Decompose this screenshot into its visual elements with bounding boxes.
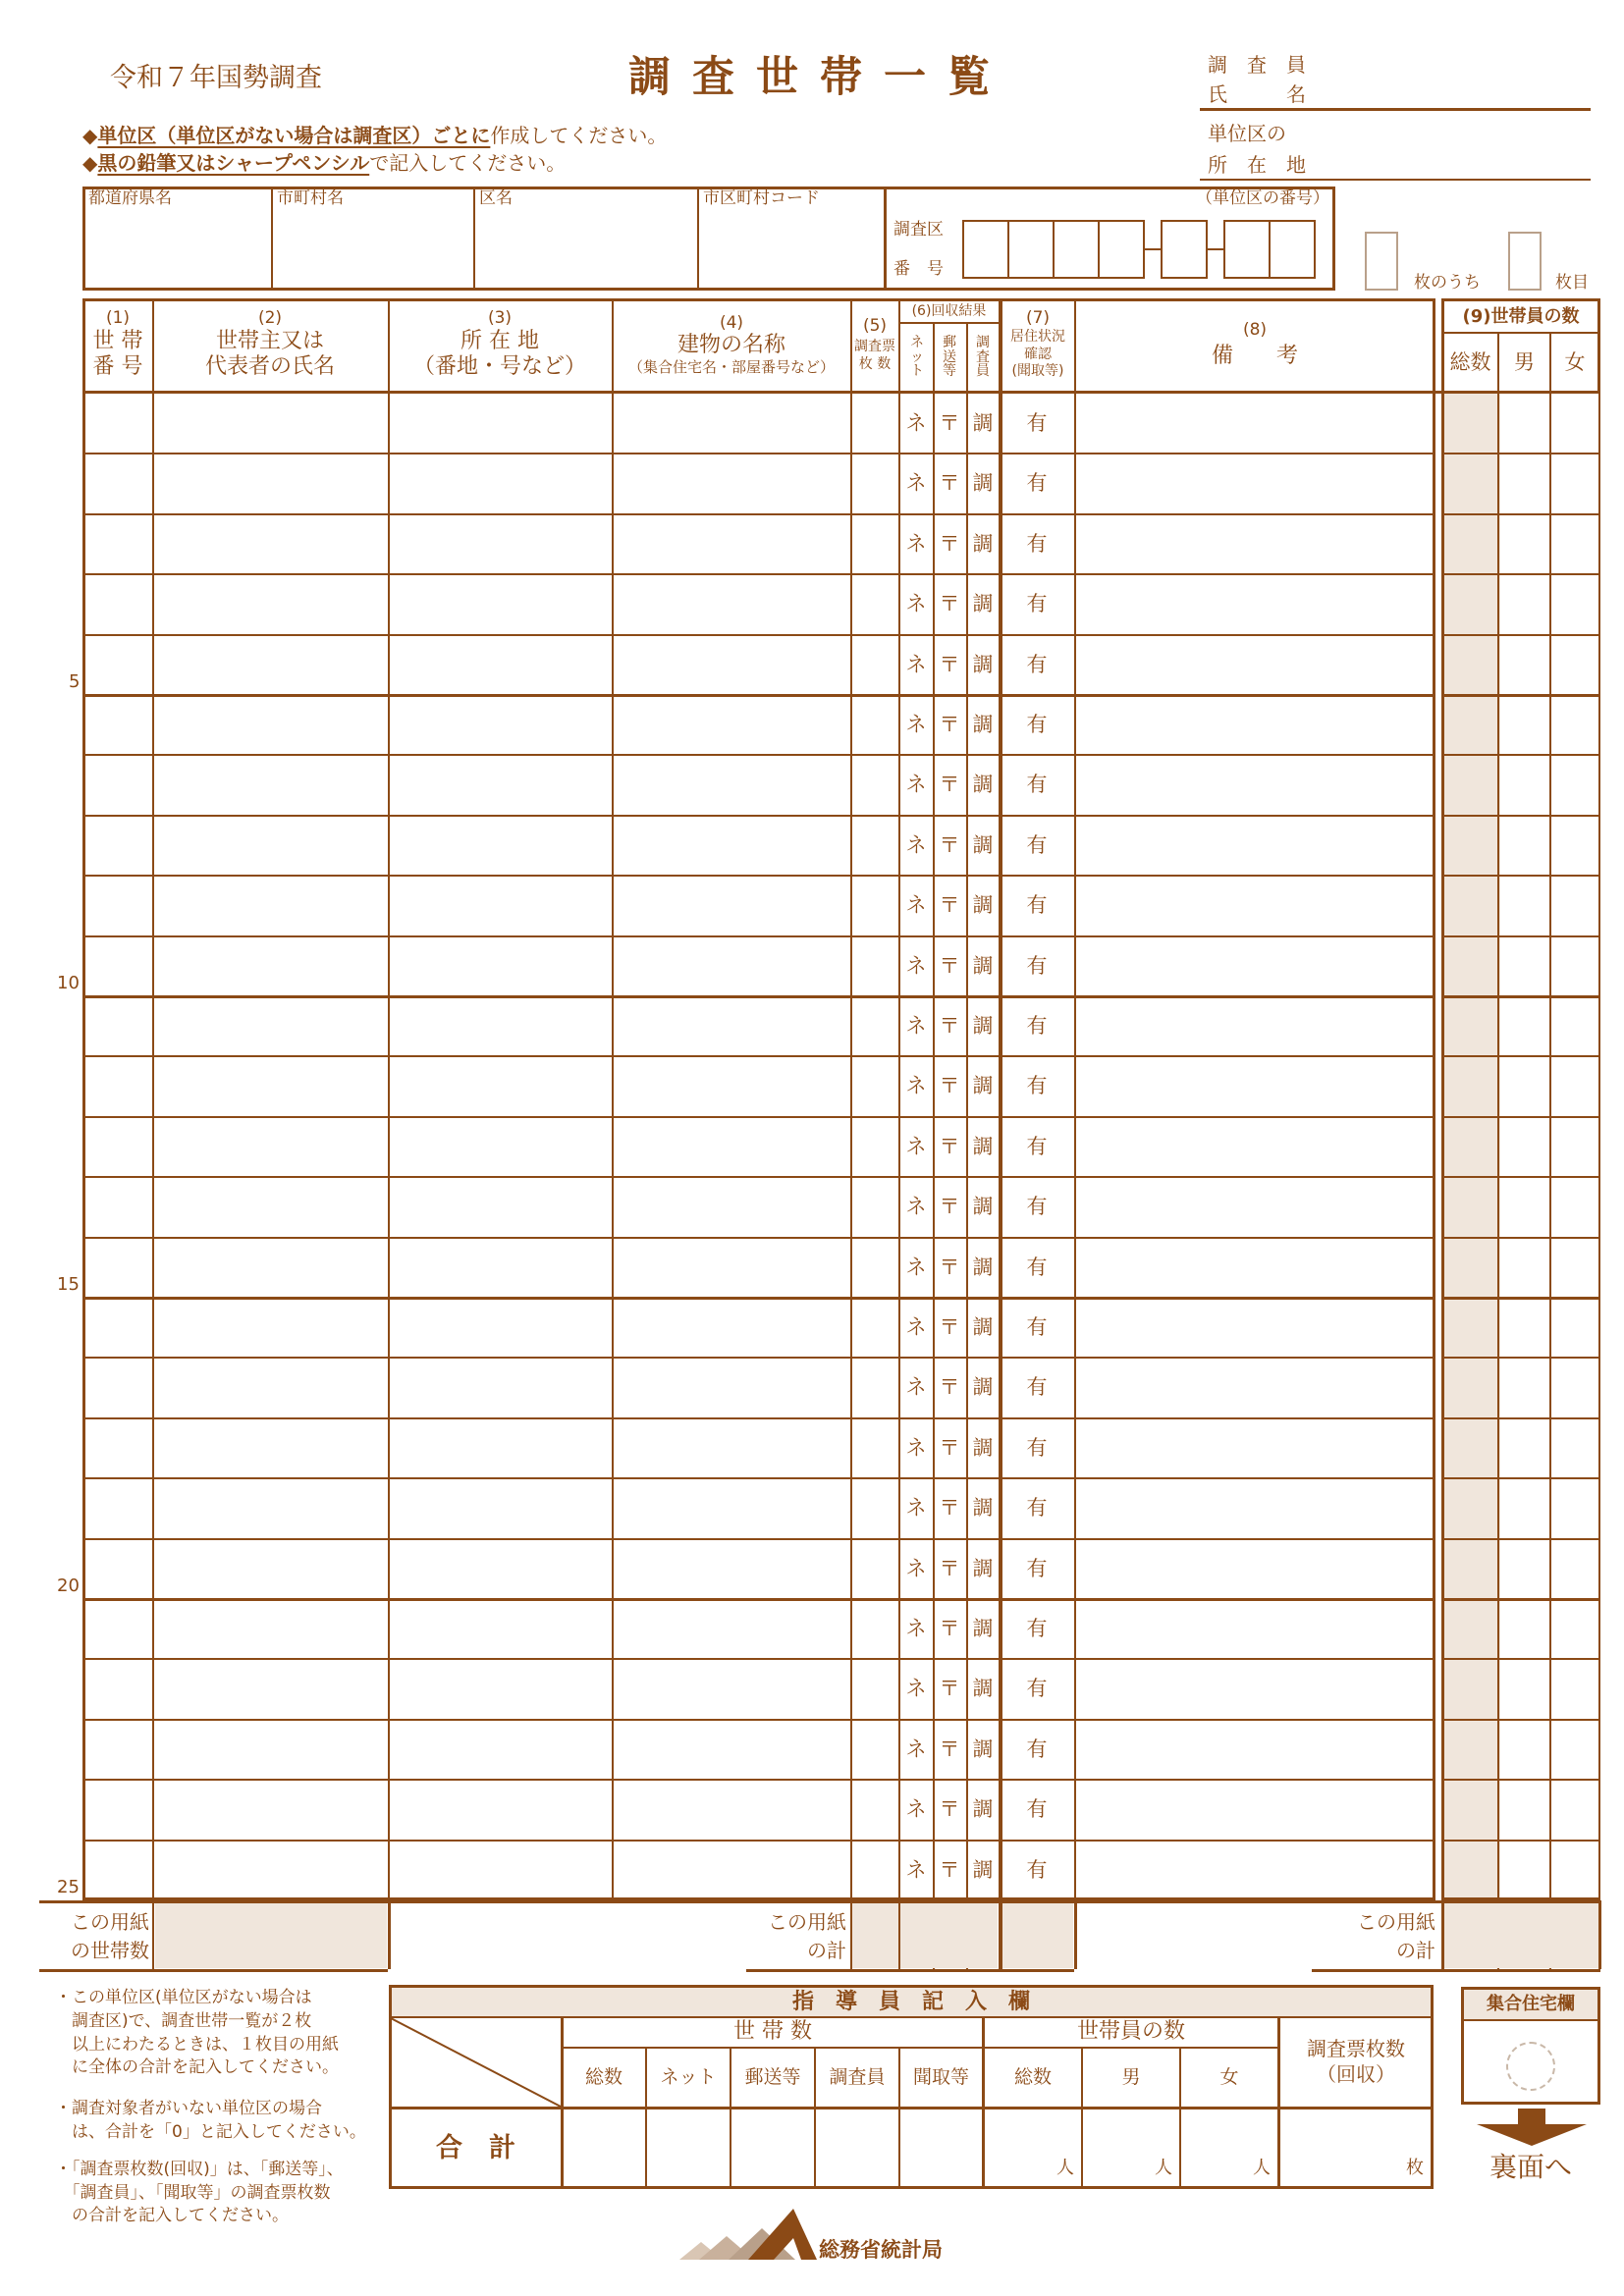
notes <box>55 1987 389 2242</box>
down-arrow-icon <box>1473 2109 1591 2148</box>
row-line <box>1441 513 1600 515</box>
result-total-field[interactable] <box>900 1903 998 1968</box>
table-row[interactable] <box>84 1117 1434 1175</box>
enumerator-mark[interactable]: 調 <box>972 1135 994 1158</box>
mail-mark[interactable]: 〒 <box>939 893 960 917</box>
note-paragraph <box>55 1987 389 2080</box>
enumerator-mark[interactable]: 調 <box>972 1858 994 1882</box>
mail-mark[interactable]: 〒 <box>939 1315 960 1339</box>
district-label-1: 調査区 <box>893 220 944 240</box>
mail-mark[interactable]: 〒 <box>939 471 960 495</box>
table-row[interactable] <box>84 1056 1434 1114</box>
district-label-2: 番 号 <box>893 259 944 279</box>
households-total-field[interactable] <box>155 1903 387 1968</box>
row-line <box>1441 1840 1600 1842</box>
sub-header: 男 <box>1121 2065 1141 2088</box>
table-row[interactable] <box>84 1177 1434 1235</box>
row-number: 25 <box>57 1877 80 1897</box>
col1-header: (1) 世 帯 番 号 <box>92 308 143 380</box>
mail-mark[interactable]: 〒 <box>939 1737 960 1761</box>
sub-header: 郵送等 <box>744 2065 801 2088</box>
unit-location-line <box>1200 179 1591 181</box>
row-line <box>1441 1357 1600 1359</box>
row-number: 10 <box>57 973 80 993</box>
row-line <box>1441 815 1600 817</box>
enumerator-mark[interactable]: 調 <box>972 1496 994 1520</box>
table-row[interactable] <box>84 1238 1434 1296</box>
net-mark[interactable]: ネ <box>905 471 927 495</box>
net-mark[interactable]: ネ <box>905 1677 927 1700</box>
row-line <box>1441 875 1600 877</box>
resident-mark[interactable]: 有 <box>1026 1014 1048 1038</box>
mail-mark[interactable]: 〒 <box>939 954 960 978</box>
survey-name: 令和７年国勢調査 <box>110 63 322 93</box>
instruction-2: ◆黒の鉛筆又はシャープペンシルで記入してください。 <box>82 151 567 175</box>
sheet-of-label: 枚のうち <box>1414 273 1481 293</box>
mail-mark[interactable]: 〒 <box>939 411 960 435</box>
resident-mark[interactable]: 有 <box>1026 1255 1048 1279</box>
table-row[interactable] <box>84 1720 1434 1778</box>
table-row[interactable] <box>84 1599 1434 1657</box>
row-line <box>1441 1538 1600 1540</box>
table-row[interactable] <box>84 695 1434 753</box>
prefecture-input[interactable] <box>86 210 267 287</box>
resident-mark[interactable]: 有 <box>1026 411 1048 435</box>
table-row[interactable] <box>84 816 1434 874</box>
mail-mark[interactable]: 〒 <box>939 1195 960 1218</box>
sub-header: 聞取等 <box>912 2065 969 2088</box>
mail-mark[interactable]: 〒 <box>939 1436 960 1460</box>
unit-location-label-2: 所 在 地 <box>1208 153 1306 177</box>
enumerator-mark[interactable]: 調 <box>972 1677 994 1700</box>
resident-mark[interactable]: 有 <box>1026 1737 1048 1761</box>
net-mark[interactable]: ネ <box>905 1074 927 1097</box>
enumerator-mark[interactable]: 調 <box>972 1436 994 1460</box>
supervisor-title: 指 導 員 記 入 欄 <box>791 1989 1030 2014</box>
resident-mark[interactable]: 有 <box>1026 893 1048 917</box>
page-total-label-2: この用紙 の計 <box>1357 1910 1435 1962</box>
row-line <box>1441 573 1600 575</box>
row-line <box>1441 754 1600 756</box>
total-interview-field[interactable] <box>900 2109 982 2186</box>
district-dash <box>1208 248 1223 250</box>
net-mark[interactable]: ネ <box>905 1436 927 1460</box>
total-net-field[interactable] <box>647 2109 730 2186</box>
enumerator-label-2: 氏 名 <box>1208 82 1306 106</box>
mail-mark[interactable]: 〒 <box>939 532 960 556</box>
mail-mark[interactable]: 〒 <box>939 1797 960 1821</box>
resident-mark[interactable]: 有 <box>1026 1557 1048 1580</box>
enumerator-mark[interactable]: 調 <box>972 653 994 676</box>
unit-person-label: 人 <box>1155 2158 1172 2178</box>
resident-mark[interactable]: 有 <box>1026 471 1048 495</box>
col4-header: (4) 建物の名称 （集合住宅名・部屋番号など） <box>627 312 835 377</box>
unit-location-label-1: 単位区の <box>1208 122 1286 145</box>
mail-mark[interactable]: 〒 <box>939 1858 960 1882</box>
enumerator-name-line <box>1200 108 1591 111</box>
net-mark[interactable]: ネ <box>905 1375 927 1399</box>
enumerator-mark[interactable]: 調 <box>972 1195 994 1218</box>
bullet-icon: ◆ <box>82 151 98 175</box>
footer-divider <box>152 1900 154 1969</box>
unit-number-note: （単位区の番号） <box>1196 188 1329 208</box>
enumerator-mark[interactable]: 調 <box>972 713 994 736</box>
total-enumerator-field[interactable] <box>816 2109 898 2186</box>
enumerator-mark[interactable]: 調 <box>972 773 994 796</box>
total-households-field[interactable] <box>563 2109 645 2186</box>
municipality-input[interactable] <box>275 210 469 287</box>
resident-mark[interactable]: 有 <box>1026 713 1048 736</box>
district-digit-box[interactable] <box>1007 220 1055 279</box>
resident-mark[interactable]: 有 <box>1026 1677 1048 1700</box>
mail-mark[interactable]: 〒 <box>939 1014 960 1038</box>
net-mark[interactable]: ネ <box>905 1737 927 1761</box>
net-mark[interactable]: ネ <box>905 1315 927 1339</box>
area-divider <box>884 187 887 291</box>
enumerator-mark[interactable]: 調 <box>972 1014 994 1038</box>
resident-mark[interactable]: 有 <box>1026 1135 1048 1158</box>
table-row[interactable] <box>84 755 1434 813</box>
resident-total-field[interactable] <box>1002 1903 1073 1968</box>
note-line: ・「調査票枚数(回収)」は、「郵送等」、 <box>55 2159 344 2179</box>
enumerator-mark[interactable]: 調 <box>972 1737 994 1761</box>
row-line <box>1441 1176 1600 1178</box>
resident-mark[interactable]: 有 <box>1026 1496 1048 1520</box>
area-divider <box>697 187 699 291</box>
enumerator-mark[interactable]: 調 <box>972 1617 994 1640</box>
households-count-label: この用紙 の世帯数 <box>71 1910 149 1962</box>
table-row[interactable] <box>84 454 1434 511</box>
table-row[interactable] <box>84 1358 1434 1415</box>
col9-male-header: 男 <box>1514 349 1535 374</box>
table-row[interactable] <box>84 1298 1434 1356</box>
row-line <box>1441 935 1600 937</box>
footer-divider <box>1598 1900 1601 1969</box>
total-mail-field[interactable] <box>731 2109 814 2186</box>
members-total-field[interactable] <box>1444 1903 1598 1968</box>
table-row[interactable] <box>84 996 1434 1054</box>
resident-mark[interactable]: 有 <box>1026 1315 1048 1339</box>
row-line <box>1441 1297 1600 1300</box>
row-line <box>1441 1598 1600 1601</box>
table-row[interactable] <box>84 1659 1434 1717</box>
area-divider <box>473 187 475 291</box>
net-mark[interactable]: ネ <box>905 1617 927 1640</box>
district-digit-box[interactable] <box>962 220 1009 279</box>
footer-bottom-line <box>39 1969 388 1972</box>
enumerator-mark[interactable]: 調 <box>972 954 994 978</box>
net-mark[interactable]: ネ <box>905 893 927 917</box>
district-digit-box[interactable] <box>1223 220 1271 279</box>
row-line <box>1441 1477 1600 1479</box>
back-side-label: 裏面へ <box>1489 2151 1572 2183</box>
resident-mark[interactable]: 有 <box>1026 653 1048 676</box>
mail-mark[interactable]: 〒 <box>939 1074 960 1097</box>
resident-mark[interactable]: 有 <box>1026 592 1048 615</box>
forms-collected-header: 調査票枚数 （回収） <box>1307 2037 1405 2086</box>
bullet-icon: ◆ <box>82 124 98 147</box>
net-mark[interactable]: ネ <box>905 1255 927 1279</box>
mail-mark[interactable]: 〒 <box>939 1617 960 1640</box>
resident-mark[interactable]: 有 <box>1026 1375 1048 1399</box>
table-row[interactable] <box>84 1841 1434 1898</box>
resident-mark[interactable]: 有 <box>1026 773 1048 796</box>
net-mark[interactable]: ネ <box>905 1014 927 1038</box>
net-mark[interactable]: ネ <box>905 1135 927 1158</box>
households-header: 世 帯 数 <box>733 2019 812 2044</box>
mail-mark[interactable]: 〒 <box>939 833 960 857</box>
sub-header: 総数 <box>1013 2065 1052 2088</box>
resident-mark[interactable]: 有 <box>1026 1617 1048 1640</box>
note-paragraph <box>55 2098 389 2145</box>
net-mark[interactable]: ネ <box>905 713 927 736</box>
row-number: 15 <box>57 1274 80 1295</box>
mail-mark[interactable]: 〒 <box>939 1255 960 1279</box>
table-row[interactable] <box>84 394 1434 452</box>
agency-name: 総務省統計局 <box>819 2238 943 2262</box>
dashed-circle-icon <box>1506 2042 1555 2091</box>
enumerator-mark[interactable]: 調 <box>972 1375 994 1399</box>
row-line <box>1441 995 1600 998</box>
col3-header: (3) 所 在 地 （番地・号など） <box>412 308 586 380</box>
district-digit-box[interactable] <box>1053 220 1100 279</box>
district-digit-box[interactable] <box>1269 220 1316 279</box>
mail-mark[interactable]: 〒 <box>939 653 960 676</box>
col8-header: (8) 備 考 <box>1211 319 1298 368</box>
row-line <box>1441 1237 1600 1239</box>
net-mark[interactable]: ネ <box>905 592 927 615</box>
note-line: の合計を記入してください。 <box>55 2206 289 2226</box>
net-mark[interactable]: ネ <box>905 1797 927 1821</box>
col6-net-header: ネット <box>910 334 924 380</box>
resident-mark[interactable]: 有 <box>1026 833 1048 857</box>
mail-mark[interactable]: 〒 <box>939 1496 960 1520</box>
agency-logo <box>679 2205 817 2264</box>
table-row[interactable] <box>84 1418 1434 1476</box>
sub-header: 調査員 <box>829 2065 886 2088</box>
table-row[interactable] <box>84 936 1434 994</box>
table-row[interactable] <box>84 1780 1434 1838</box>
table-row[interactable] <box>84 635 1434 693</box>
municipality-label: 市町村名 <box>277 188 344 208</box>
mail-mark[interactable]: 〒 <box>939 713 960 736</box>
area-divider <box>271 187 273 291</box>
mail-mark[interactable]: 〒 <box>939 1375 960 1399</box>
table-row[interactable] <box>84 1478 1434 1536</box>
note-line: は、合計を「0」と記入してください。 <box>55 2121 366 2142</box>
resident-mark[interactable]: 有 <box>1026 1195 1048 1218</box>
diagonal-line <box>391 2018 561 2107</box>
page-title: 調査世帯一覧 <box>628 53 1011 102</box>
enumerator-mark[interactable]: 調 <box>972 1074 994 1097</box>
resident-mark[interactable]: 有 <box>1026 1797 1048 1821</box>
prefecture-label: 都道府県名 <box>88 188 172 208</box>
resident-mark[interactable]: 有 <box>1026 1436 1048 1460</box>
note-line: 以上にわたるときは、１枚目の用紙 <box>55 2034 339 2055</box>
sheet-total-box[interactable] <box>1365 232 1398 291</box>
net-mark[interactable]: ネ <box>905 653 927 676</box>
enumerator-mark[interactable]: 調 <box>972 893 994 917</box>
mail-mark[interactable]: 〒 <box>939 1135 960 1158</box>
enumerator-mark[interactable]: 調 <box>972 592 994 615</box>
col7-header: (7) 居住状況 確認 (聞取等) <box>1010 308 1065 380</box>
note-line: 「調査員」、「聞取等」の調査票枚数 <box>55 2182 331 2203</box>
unit-person-label: 人 <box>1253 2158 1271 2178</box>
district-digit-box[interactable] <box>1098 220 1145 279</box>
col6-header: (6)回収結果 <box>911 303 987 319</box>
footer-divider <box>388 1900 391 1969</box>
ward-label: 区名 <box>479 188 513 208</box>
table-row[interactable] <box>84 876 1434 934</box>
mail-mark[interactable]: 〒 <box>939 592 960 615</box>
row-line <box>1441 634 1600 636</box>
note-line: ・この単位区(単位区がない場合は <box>55 1988 312 2007</box>
col6-mail-header: 郵送等 <box>943 334 956 380</box>
sub-header: ネット <box>660 2065 717 2088</box>
grand-total-label: 合 計 <box>436 2132 515 2163</box>
row-line <box>1441 1417 1600 1419</box>
table-row[interactable] <box>84 514 1434 572</box>
table-row[interactable] <box>84 1539 1434 1597</box>
net-mark[interactable]: ネ <box>905 833 927 857</box>
note-line: に全体の合計を記入してください。 <box>55 2057 339 2078</box>
resident-mark[interactable]: 有 <box>1026 954 1048 978</box>
col5-header: (5) 調査票 枚 数 <box>854 315 895 373</box>
row-line <box>1441 1779 1600 1781</box>
net-mark[interactable]: ネ <box>905 1858 927 1882</box>
row-line <box>1441 453 1600 454</box>
municipality-code-label: 市区町村コード <box>703 188 820 208</box>
enumerator-mark[interactable]: 調 <box>972 1315 994 1339</box>
unit-person-label: 人 <box>1056 2158 1074 2178</box>
supervisor-line <box>561 2047 1277 2049</box>
net-mark[interactable]: ネ <box>905 1496 927 1520</box>
ward-input[interactable] <box>477 210 693 287</box>
row-line <box>1441 1658 1600 1660</box>
mail-mark[interactable]: 〒 <box>939 1677 960 1700</box>
net-mark[interactable]: ネ <box>905 411 927 435</box>
district-dash <box>1145 248 1161 250</box>
net-mark[interactable]: ネ <box>905 773 927 796</box>
note-line: ・調査対象者がいない単位区の場合 <box>55 2099 322 2119</box>
result-head-line <box>898 322 999 324</box>
resident-mark[interactable]: 有 <box>1026 532 1048 556</box>
table-row[interactable] <box>84 574 1434 632</box>
sub-header: 総数 <box>584 2065 623 2088</box>
municipality-code-input[interactable] <box>701 210 880 287</box>
sub-header: 女 <box>1219 2065 1239 2088</box>
footer-divider <box>1074 1900 1077 1969</box>
enumerator-mark[interactable]: 調 <box>972 1797 994 1821</box>
row-number: 20 <box>57 1575 80 1596</box>
col9-female-header: 女 <box>1564 349 1586 374</box>
resident-mark[interactable]: 有 <box>1026 1858 1048 1882</box>
enumerator-mark[interactable]: 調 <box>972 833 994 857</box>
note-line: 調査区)で、調査世帯一覧が２枚 <box>55 2010 312 2031</box>
mail-mark[interactable]: 〒 <box>939 773 960 796</box>
row-number: 5 <box>69 671 81 692</box>
net-mark[interactable]: ネ <box>905 532 927 556</box>
enumerator-mark[interactable]: 調 <box>972 1557 994 1580</box>
enumerator-mark[interactable]: 調 <box>972 1255 994 1279</box>
mail-mark[interactable]: 〒 <box>939 1557 960 1580</box>
enumerator-label-1: 調 査 員 <box>1208 53 1306 77</box>
enumerator-mark[interactable]: 調 <box>972 471 994 495</box>
net-mark[interactable]: ネ <box>905 1557 927 1580</box>
members-header: 世帯員の数 <box>1076 2019 1185 2044</box>
col6-enum-header: 調査員 <box>976 334 990 380</box>
sheet-no-label: 枚目 <box>1555 273 1589 293</box>
net-mark[interactable]: ネ <box>905 1195 927 1218</box>
enumerator-mark[interactable]: 調 <box>972 532 994 556</box>
members-head-line <box>1441 332 1600 334</box>
sheet-number-box[interactable] <box>1508 232 1542 291</box>
row-line <box>1441 1719 1600 1721</box>
net-mark[interactable]: ネ <box>905 954 927 978</box>
footer-bottom-line <box>1312 1969 1600 1972</box>
row-line <box>1441 1055 1600 1057</box>
resident-mark[interactable]: 有 <box>1026 1074 1048 1097</box>
unit-sheet-label: 枚 <box>1406 2158 1424 2178</box>
col2-header: (2) 世帯主又は 代表者の氏名 <box>204 308 335 380</box>
row-line <box>1441 1116 1600 1118</box>
col9-header: (9)世帯員の数 <box>1462 306 1580 327</box>
instruction-1: ◆単位区（単位区がない場合は調査区）ごとに作成してください。 <box>82 124 668 147</box>
row-line <box>1441 694 1600 697</box>
district-digit-box[interactable] <box>1161 220 1208 279</box>
enumerator-mark[interactable]: 調 <box>972 411 994 435</box>
apartment-box-title: 集合住宅欄 <box>1464 1990 1597 2021</box>
forms-total-field[interactable] <box>852 1903 898 1968</box>
page-total-label: この用紙 の計 <box>768 1910 846 1962</box>
footer-bottom-line <box>746 1969 1074 1972</box>
note-paragraph <box>55 2159 389 2228</box>
col9-total-header: 総数 <box>1449 349 1491 374</box>
